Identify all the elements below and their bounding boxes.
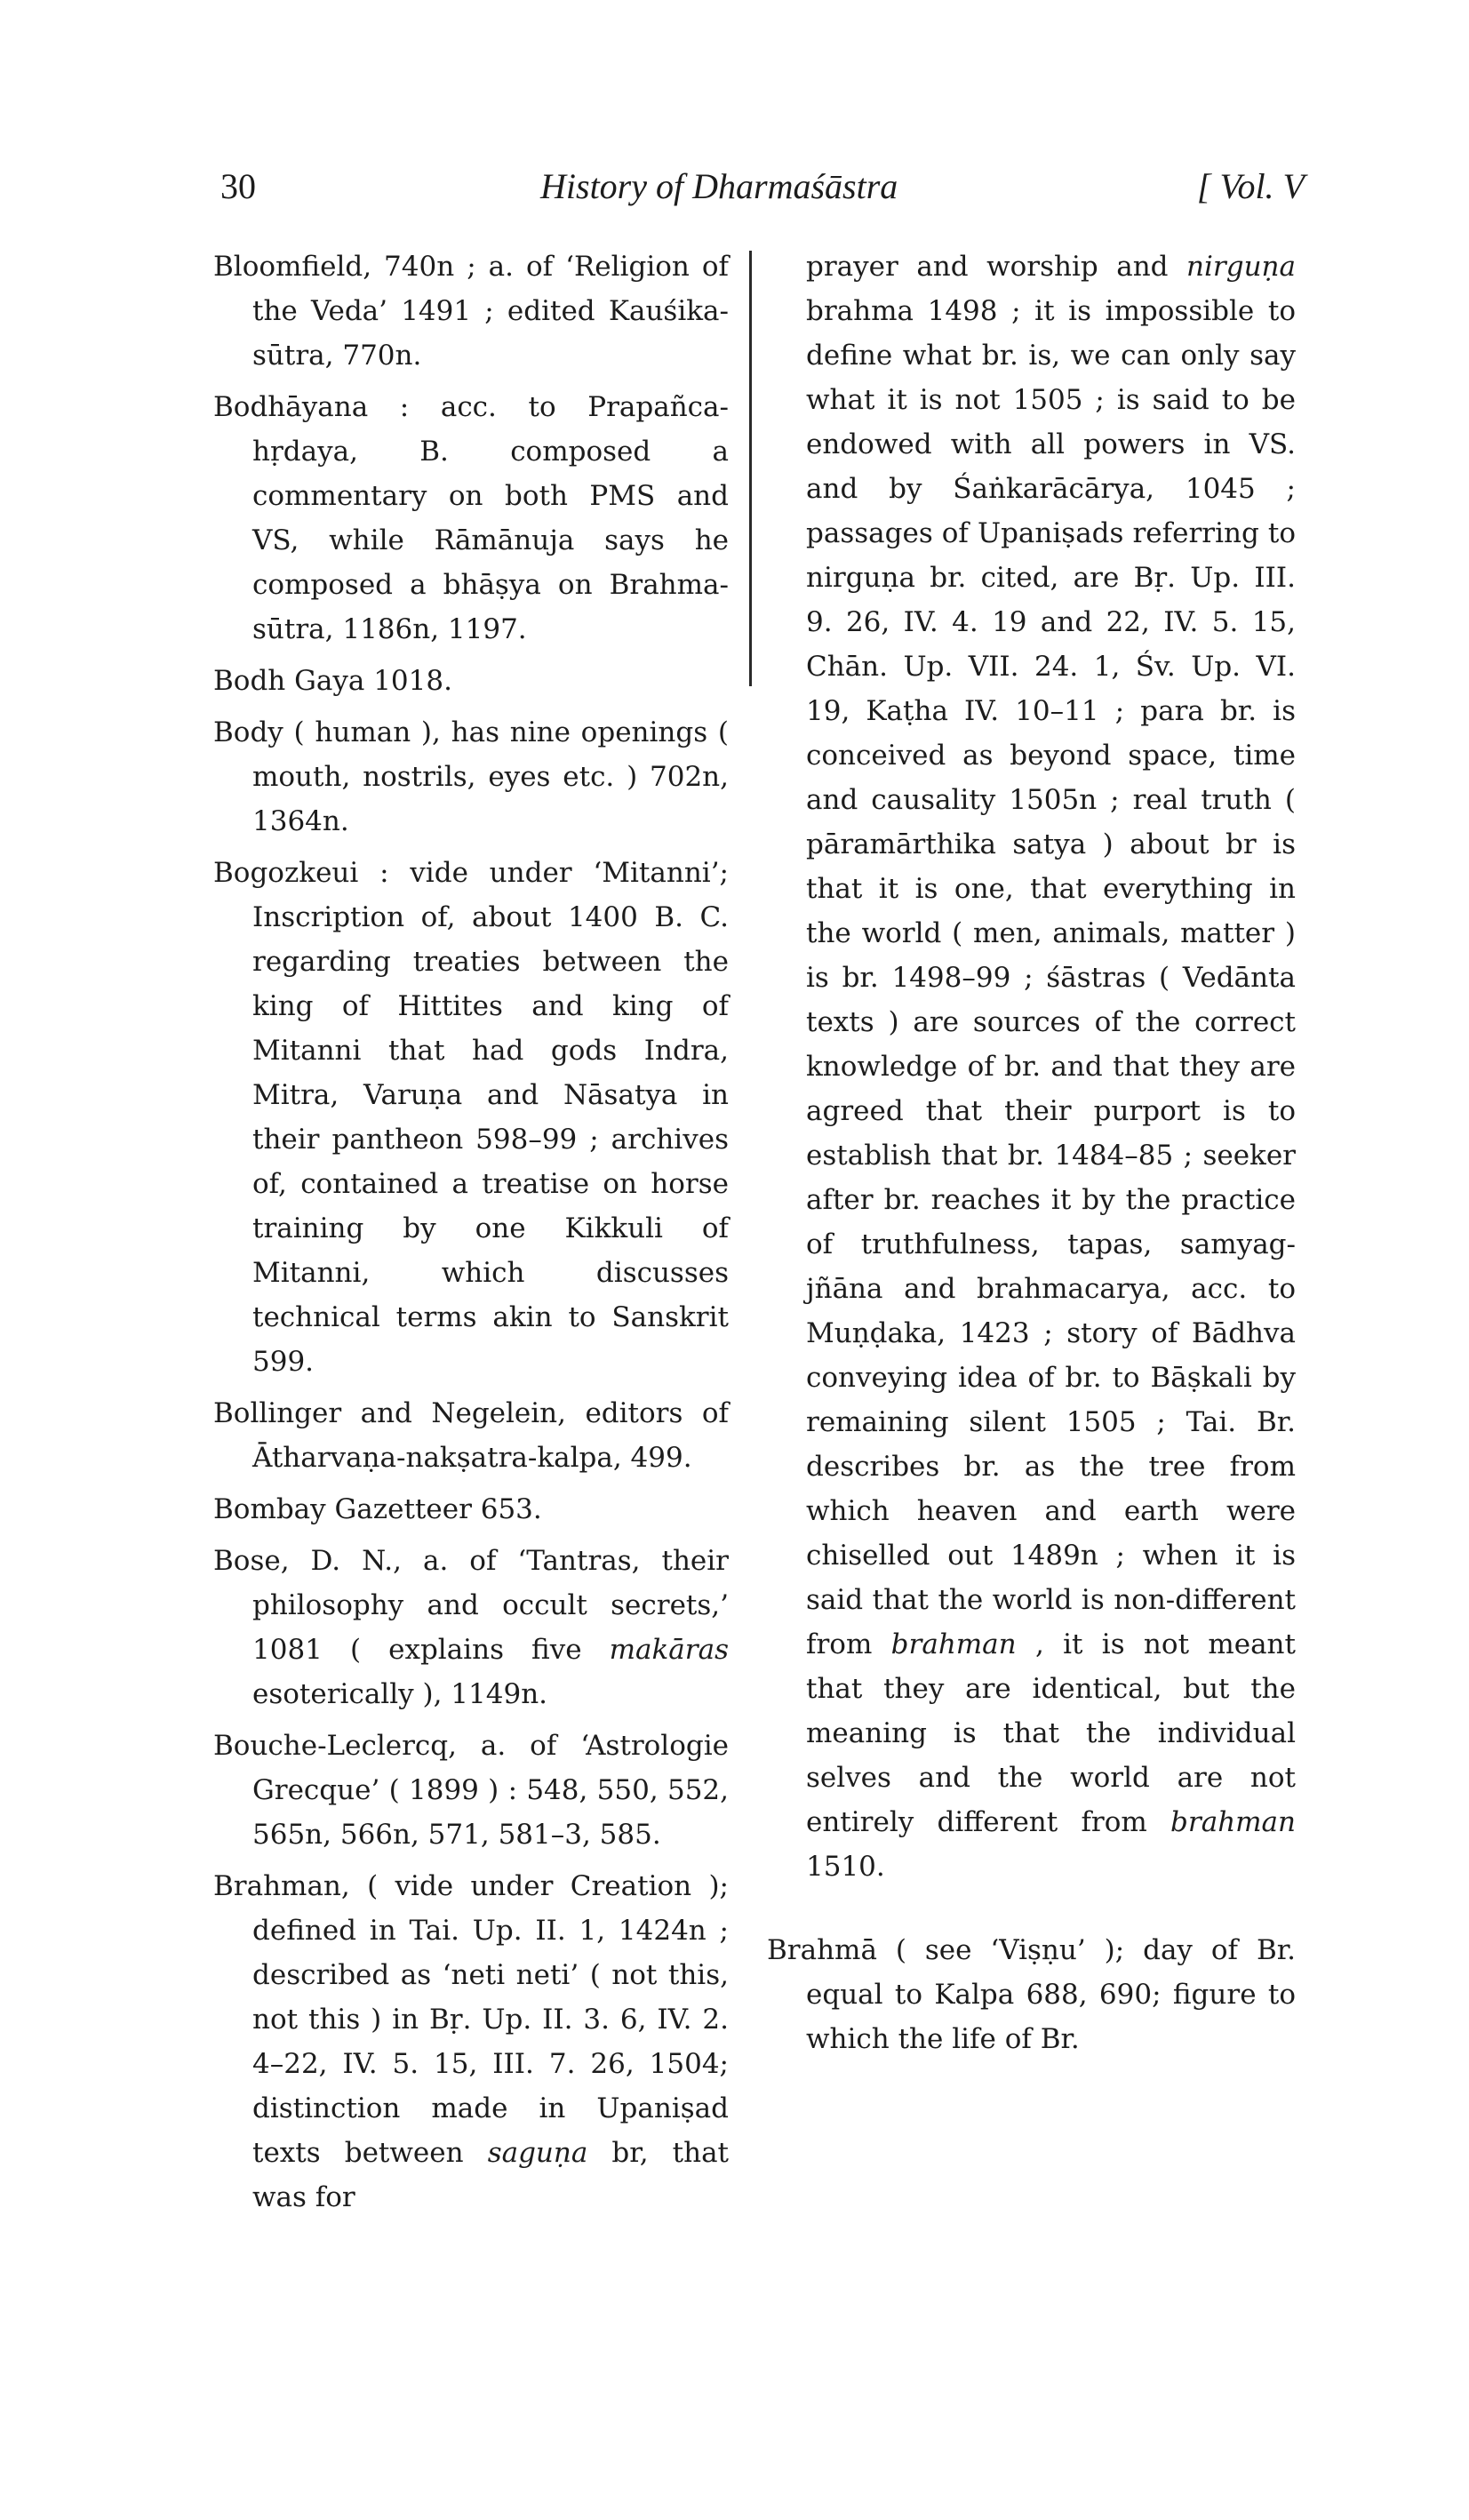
index-entry: Bollinger and Negelein, editors of Ātharvaṇa-nakṣatra-kalpa, 499.: [213, 1397, 729, 1474]
index-entry: Body ( human ), has nine openings ( mouth, nostrils, eyes etc. ) 702n, 1364n.: [213, 716, 729, 837]
index-entry: Brahmā ( see ‘Viṣṇu’ ); day of Br. equal to Kalpa 688, 690; figure to which the life of Br.: [767, 1934, 1296, 2055]
index-entry: Bodhāyana : acc. to Prapañca-hṛdaya, B. composed a commentary on both PMS and VS, while Rāmānuja says he composed a bhāṣya on Brahma-sūtra, 1186n, 1197.: [213, 391, 729, 645]
right-column: [767, 244, 1296, 2068]
left-column: [213, 244, 729, 2227]
index-entry: Bose, D. N., a. of ‘Tantras, their philosophy and occult secrets,’ 1081 ( explains five makāras esoterically ), 1149n.: [213, 1545, 729, 1710]
index-entry: Bouche-Leclercq, a. of ‘Astrologie Grecque’ ( 1899 ) : 548, 550, 552, 565n, 566n, 571, 581–3, 585.: [213, 1730, 729, 1851]
index-entry: Bodh Gaya 1018.: [213, 665, 452, 697]
index-entry-continuation: prayer and worship and nirguṇa brahma 1498 ; it is impossible to define what br. is, we can only say what it is not 1505 ; is said to be endowed with all powers in VS. and by Śaṅkarācārya, 1045 ; passages of Upaniṣads referring to nirguṇa br. cited, are Bṛ. Up. III. 9. 26, IV. 4. 19 and 22, IV. 5. 15, Chān. Up. VII. 24. 1, Śv. Up. VI. 19, Kaṭha IV. 10–11 ; para br. is conceived as beyond space, time and causality 1505n ; real truth ( pāramārthika satya ) about br is that it is one, that everything in the world ( men, animals, matter ) is br. 1498–99 ; śāstras ( Vedānta texts ) are sources of the correct knowledge of br. and that they are agreed that their purport is to establish that br. 1484–85 ; seeker after br. reaches it by the practice of truthfulness, tapas, samyag-jñāna and brahmacarya, acc. to Muṇḍaka, 1423 ; story of Bādhva conveying idea of br. to Bāṣkali by remaining silent 1505 ; Tai. Br. describes br. as the tree from which heaven and earth were chiselled out 1489n ; when it is said that the world is non-different from brahman , it is not meant that they are identical, but the meaning is that the individual selves and the world are not entirely different from brahman 1510.: [806, 251, 1296, 1883]
column-divider: [749, 251, 752, 686]
index-entry: Brahman, ( vide under Creation ); defined in Tai. Up. II. 1, 1424n ; described as ‘neti neti’ ( not this, not this ) in Bṛ. Up. II. 3. 6, IV. 2. 4–22, IV. 5. 15, III. 7. 26, 1504; distinction made in Upaniṣad texts between saguṇa br, that was for: [213, 1870, 730, 2213]
volume-label: [ Vol. V: [1196, 166, 1305, 206]
index-entry: Bogozkeui : vide under ‘Mitanni’; Inscription of, about 1400 B. C. regarding treaties between the king of Hittites and king of Mitanni that had gods Indra, Mitra, Varuṇa and Nāsatya in their pantheon 598–99 ; archives of, contained a treatise on horse training by one Kikkuli of Mitanni, which discusses technical terms akin to Sanskrit 599.: [213, 857, 729, 1378]
index-entry: Bombay Gazetteer 653.: [213, 1493, 542, 1525]
running-header: [220, 160, 1305, 213]
index-entry: Bloomfield, 740n ; a. of ‘Religion of the Veda’ 1491 ; edited Kauśika-sūtra, 770n.: [213, 251, 729, 372]
running-title: History of Dharmaśāstra: [540, 166, 898, 206]
page-number: 30: [220, 166, 256, 206]
